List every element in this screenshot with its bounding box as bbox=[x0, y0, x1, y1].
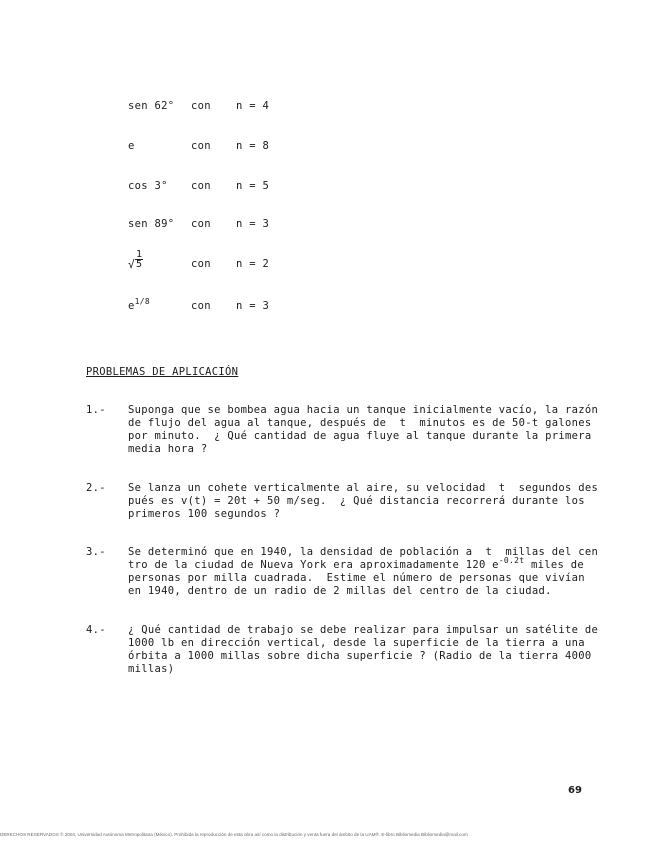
con-label: con bbox=[191, 300, 211, 312]
radical-sign: √ bbox=[128, 258, 135, 271]
fraction bbox=[135, 250, 143, 269]
section-heading: PROBLEMAS DE APLICACIÓN bbox=[86, 366, 239, 378]
problem-number: 2.- bbox=[86, 482, 106, 494]
problem-text: Se lanza un cohete verticalmente al aire, su velocidad t segundos des pués es v(t) = 20t + 50 m/seg. ¿ Qué distancia recorrerá durante los primeros 100 segundos ? bbox=[128, 482, 599, 520]
problem-exponent: -0.2t bbox=[498, 556, 525, 565]
n-value: n = 3 bbox=[236, 218, 270, 230]
copyright-footer: DERECHOS RESERVADOS © 2004, Universidad Autónoma Metropolitana (México). Prohibida la reproducción de esta obra así como la distribución y venta fuera del ámbito de la UAM®. E-libro Bibliomedia Bibliomedia@mail.com bbox=[0, 832, 468, 837]
expression bbox=[128, 297, 150, 312]
problem-text: Suponga que se bombea agua hacia un tanque inicialmente vacío, la razón de flujo del agua al tanque, después de t minutos es de 50-t galones por minuto. ¿ Qué cantidad de agua fluye al tanque durante la primera media hora ? bbox=[128, 404, 599, 455]
page-number: 69 bbox=[568, 785, 582, 796]
exp-base: e bbox=[128, 300, 135, 312]
problem-number: 4.- bbox=[86, 624, 106, 636]
con-label: con bbox=[191, 258, 211, 270]
problem-text bbox=[128, 546, 599, 598]
expression: sen 62° bbox=[128, 100, 175, 112]
problem-text: ¿ Qué cantidad de trabajo se debe realizar para impulsar un satélite de 1000 lb en dirección vertical, desde la superficie de la tierra a una órbita a 1000 millas sobre dicha superficie ? (Radio de la tierra 4000 millas) bbox=[128, 624, 599, 675]
expression-fraction bbox=[128, 248, 143, 271]
expression: cos 3° bbox=[128, 180, 168, 192]
problem-number: 3.- bbox=[86, 546, 106, 558]
n-value: n = 8 bbox=[236, 140, 270, 152]
n-value: n = 5 bbox=[236, 180, 270, 192]
con-label: con bbox=[191, 100, 211, 112]
n-value: n = 2 bbox=[236, 258, 270, 270]
exp-exponent: 1/8 bbox=[134, 297, 150, 306]
problem-text-part: Se determinó que en 1940, la densidad de población a t millas del cen tro de la ciudad de Nueva York era aproximadamente 120 e bbox=[128, 546, 599, 571]
problem-number: 1.- bbox=[86, 404, 106, 416]
fraction-denominator: 5 bbox=[135, 259, 143, 270]
expression: sen 89° bbox=[128, 218, 175, 230]
con-label: con bbox=[191, 140, 211, 152]
fraction-numerator: 1 bbox=[135, 249, 143, 260]
n-value: n = 3 bbox=[236, 300, 270, 312]
problem-text-part: miles de personas por milla cuadrada. Estime el número de personas que vivían en 1940, dentro de un radio de 2 millas del centro de la ciudad. bbox=[128, 559, 585, 597]
con-label: con bbox=[191, 218, 211, 230]
n-value: n = 4 bbox=[236, 100, 270, 112]
con-label: con bbox=[191, 180, 211, 192]
expression: e bbox=[128, 140, 135, 152]
